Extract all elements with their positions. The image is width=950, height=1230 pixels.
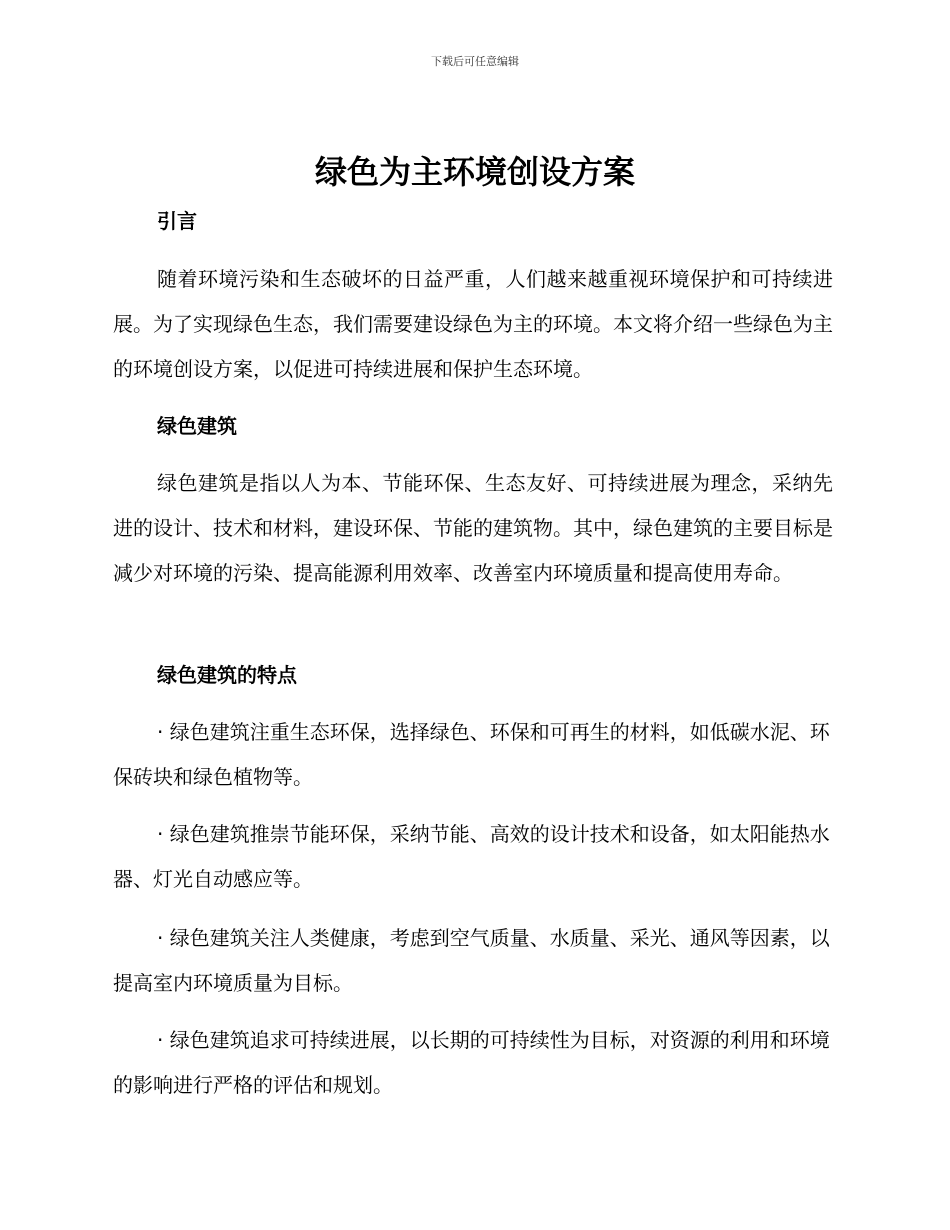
feature-bullet-3: · 绿色建筑关注人类健康，考虑到空气质量、水质量、采光、通风等因素，以提高室内环境质量为目标。 [113, 926, 830, 995]
feature-bullet-1: · 绿色建筑注重生态环保，选择绿色、环保和可再生的材料，如低碳水泥、环保砖块和绿色植物等。 [113, 720, 830, 789]
green-building-paragraph: 绿色建筑是指以人为本、节能环保、生态友好、可持续进展为理念，采纳先进的设计、技术和材料，建设环保、节能的建筑物。其中，绿色建筑的主要目标是减少对环境的污染、提高能源利用效率、改善室内环境质量和提高使用寿命。 [113, 471, 833, 585]
section-heading-green-building: 绿色建筑 [157, 414, 237, 438]
feature-bullet-4: · 绿色建筑追求可持续进展，以长期的可持续性为目标，对资源的利用和环境的影响进行严格的评估和规划。 [113, 1028, 830, 1097]
intro-paragraph: 随着环境污染和生态破坏的日益严重，人们越来越重视环境保护和可持续进展。为了实现绿色生态，我们需要建设绿色为主的环境。本文将介绍一些绿色为主的环境创设方案，以促进可持续进展和保护生态环境。 [113, 267, 833, 381]
section-heading-intro: 引言 [157, 209, 197, 233]
section-heading-features: 绿色建筑的特点 [157, 663, 297, 687]
feature-bullet-2: · 绿色建筑推崇节能环保，采纳节能、高效的设计技术和设备，如太阳能热水器、灯光自动感应等。 [113, 822, 830, 891]
page-header-note: 下载后可任意编辑 [431, 55, 519, 68]
document-title: 绿色为主环境创设方案 [314, 153, 635, 191]
